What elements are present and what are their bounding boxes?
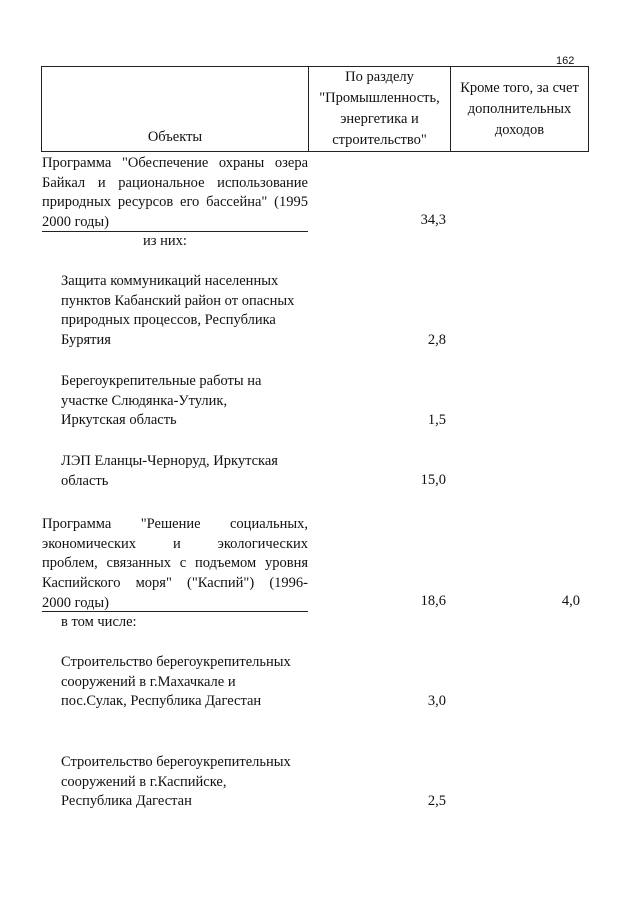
item-value: 15,0 (420, 472, 446, 488)
item-line: пос.Сулак, Республика Дагестан (61, 693, 262, 710)
item-value: 2,8 (427, 332, 446, 348)
header-section-column (309, 67, 450, 151)
header-section-line: "Промышленность, (319, 90, 440, 106)
item-line: сооружений в г.Махачкале и (61, 673, 236, 690)
program-title-line: экономических и экологических (42, 535, 308, 552)
item-line: пунктов Кабанский район от опасных (61, 292, 295, 309)
list-item (61, 653, 291, 712)
item-value: 2,5 (427, 793, 446, 809)
header-bottom-border (41, 151, 589, 152)
header-extra-line: дополнительных (467, 101, 572, 117)
list-item (61, 272, 294, 351)
item-value: 1,5 (427, 412, 446, 428)
item-line: ЛЭП Еланцы-Черноруд, Иркутская (61, 453, 278, 469)
program-underline (42, 611, 308, 612)
program-value: 18,6 (420, 593, 446, 609)
subheader: из них: (143, 233, 187, 249)
header-section-line: энергетика и (340, 111, 419, 127)
program-extra-value: 4,0 (561, 593, 580, 609)
header-section-line: строительство" (332, 132, 427, 148)
item-line: Строительство берегоукрепительных (61, 654, 291, 670)
item-line: участке Слюдянка-Утулик, (61, 392, 228, 409)
item-line: область (61, 472, 109, 489)
list-item (61, 452, 278, 491)
program-title-line: проблем, связанных с подъемом уровня (42, 555, 308, 572)
program-title-line: Байкал и рациональное использование (42, 174, 308, 191)
list-item (61, 753, 291, 812)
program-title (42, 515, 308, 614)
item-line: Строительство берегоукрепительных (61, 754, 291, 770)
subheader: в том числе: (61, 614, 137, 630)
item-line: сооружений в г.Каспийске, (61, 773, 227, 790)
item-line: Берегоукрепительные работы на (61, 373, 262, 389)
list-item (61, 372, 261, 431)
header-objects: Объекты (147, 129, 203, 145)
program-title (42, 154, 308, 233)
header-extra-column (451, 78, 588, 141)
header-extra-line: доходов (494, 122, 545, 138)
header-section-line: По разделу (345, 69, 414, 85)
header-extra-line: Кроме того, за счет (460, 80, 579, 96)
item-line: природных процессов, Республика (61, 312, 276, 329)
item-line: Защита коммуникаций населенных (61, 273, 279, 289)
program-title-line: Программа "Решение социальных, (42, 516, 308, 532)
program-value: 34,3 (420, 212, 446, 228)
item-line: Иркутская область (61, 412, 177, 429)
program-title-line: 2000 годы) (42, 214, 109, 231)
program-title-line: Каспийского моря" ("Каспий") (1996- (42, 575, 308, 592)
page-number: 162 (556, 55, 575, 67)
program-title-line: Программа "Обеспечение охраны озера (42, 155, 308, 171)
item-value: 3,0 (427, 693, 446, 709)
item-line: Республика Дагестан (61, 793, 192, 810)
program-title-line: 2000 годы) (42, 594, 109, 611)
program-title-line: природных ресурсов его бассейна" (1995 (42, 194, 308, 211)
item-line: Бурятия (61, 332, 111, 349)
header-right-border (588, 66, 589, 152)
